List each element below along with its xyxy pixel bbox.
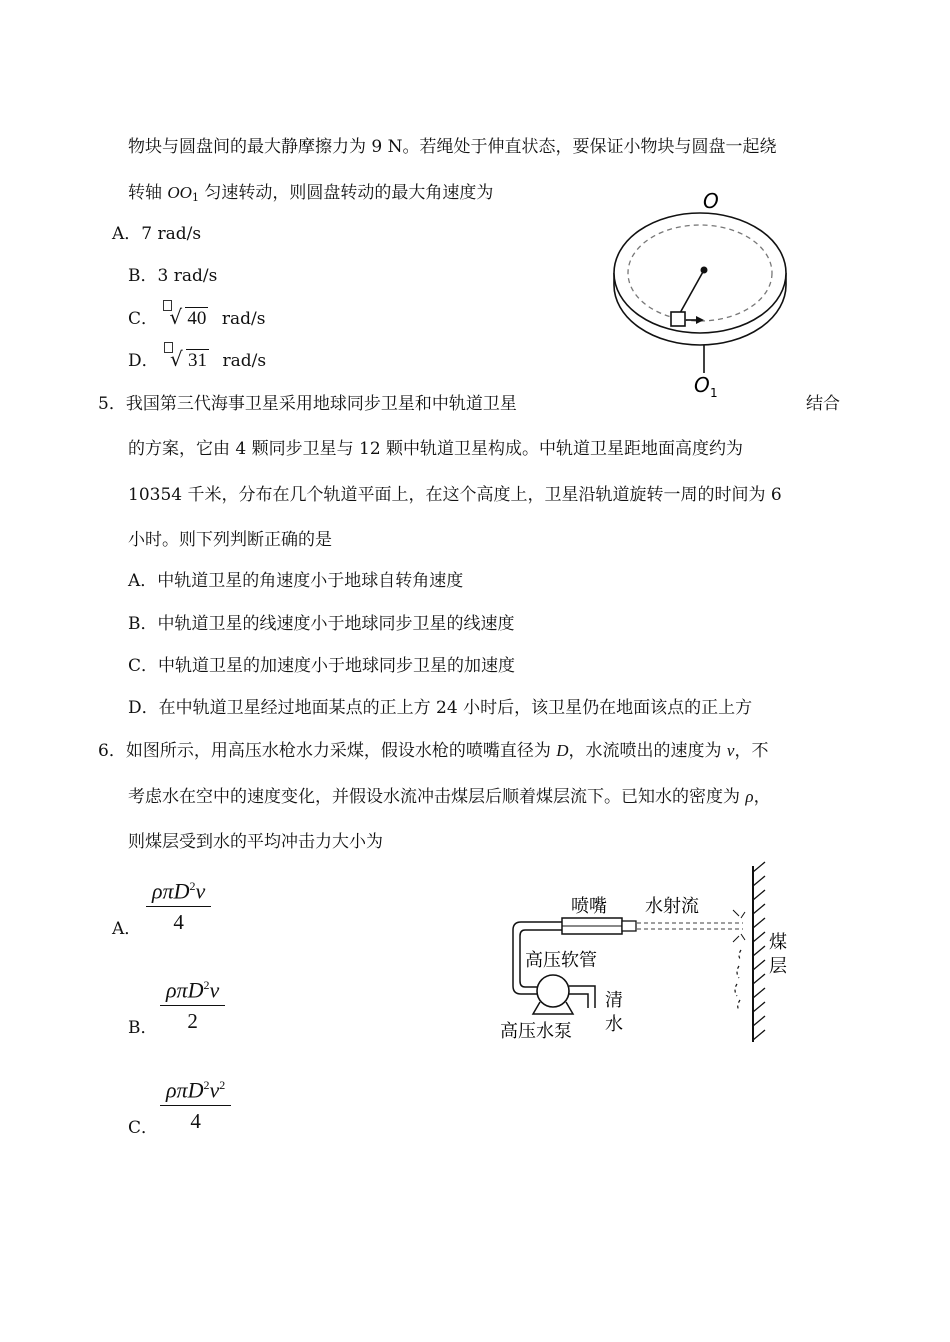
block-icon (671, 312, 685, 326)
q6-text-line-2 (128, 785, 771, 809)
q5-text-line-1-tail: 结合 (806, 394, 840, 414)
fig-label-water-1: 清 (605, 990, 623, 1011)
disk-top (614, 213, 786, 333)
q4-line2-pre: 转轴 (128, 183, 168, 203)
nozzle-tip (622, 921, 636, 931)
intake-pipe (569, 986, 595, 1008)
rotating-disk-figure (600, 185, 800, 405)
q4-option-c-radical (163, 307, 208, 331)
num-sup: 2 (189, 879, 196, 893)
num-tail-sup: 2 (219, 1078, 226, 1092)
fig-axis-top-label: O (703, 189, 719, 213)
q5-text-line-4: 小时。则下列判断正确的是 (128, 530, 332, 550)
q6-option-b-denominator: 2 (187, 1009, 198, 1034)
q4-text-line-2 (128, 181, 493, 210)
q4-option-c-unit: rad/s (221, 309, 266, 329)
q4-option-c-label: C． (128, 309, 159, 329)
fig-label-water-2: 水 (605, 1014, 623, 1035)
num-tail: v (209, 1077, 220, 1103)
fig-label-coal-2: 层 (769, 956, 787, 977)
q4-option-b: B．3 rad/s (128, 266, 218, 286)
q4-line2-post: 匀速转动，则圆盘转动的最大角速度为 (198, 183, 494, 203)
fig-label-coal-1: 煤 (769, 932, 787, 953)
q4-option-d-radical (164, 349, 209, 373)
num-main: ρπD (166, 1077, 204, 1103)
num-sup: 2 (203, 978, 210, 992)
q4-option-d (128, 349, 266, 373)
q6-line2-post: ， (753, 787, 771, 807)
num-tail: v (195, 878, 206, 904)
q6-option-a-denominator: 4 (173, 910, 184, 935)
fig-label-jet: 水射流 (645, 896, 699, 917)
q4-option-d-label: D． (128, 351, 159, 371)
q6-line1-pre: 6．如图所示，用高压水枪水力采煤，假设水枪的喷嘴直径为 (98, 741, 557, 761)
q6-option-c-denominator: 4 (190, 1109, 201, 1134)
q6-option-a-label: A． (112, 919, 142, 939)
q5-option-b: B．中轨道卫星的线速度小于地球同步卫星的线速度 (128, 614, 515, 634)
fig-axis-bottom-sub: 1 (710, 386, 718, 400)
fig-label-nozzle: 喷嘴 (571, 896, 607, 917)
fig-label-hose: 高压软管 (525, 950, 597, 971)
q5-option-a: A．中轨道卫星的角速度小于地球自转角速度 (128, 571, 464, 591)
q6-text-line-1 (98, 739, 768, 763)
fig-label-pump: 高压水泵 (500, 1021, 572, 1042)
num-main: ρπD (152, 878, 190, 904)
q6-symbol-v: v (726, 741, 735, 760)
q4-axis-subscript: 1 (191, 191, 199, 204)
q5-option-c: C．中轨道卫星的加速度小于地球同步卫星的加速度 (128, 656, 516, 676)
q6-text-line-3: 则煤层受到水的平均冲击力大小为 (128, 832, 383, 852)
q4-option-d-radicand: 31 (188, 350, 208, 371)
q6-option-c-numerator (160, 1070, 231, 1106)
num-sup: 2 (203, 1078, 210, 1092)
falling-water-drips (735, 950, 741, 1010)
coal-wall-hatch (753, 862, 765, 1040)
num-main: ρπD (166, 977, 204, 1003)
q5-text-line-3: 10354 千米，分布在几个轨道平面上，在这个高度上，卫星沿轨道旋转一周的时间为 6 (128, 485, 782, 505)
q6-option-a-fraction (146, 871, 211, 937)
fig-axis-bottom-label: O (694, 373, 710, 397)
q6-option-c-fraction (160, 1070, 231, 1136)
q6-option-a-numerator (146, 871, 211, 907)
q6-option-b-numerator (160, 970, 225, 1006)
num-tail: v (209, 977, 220, 1003)
q5-text-line-2: 的方案，它由 4 颗同步卫星与 12 颗中轨道卫星构成。中轨道卫星距地面高度约为 (128, 439, 744, 459)
q5-text-line-1: 5．我国第三代海事卫星采用地球同步卫星和中轨道卫星 (98, 394, 517, 414)
radical-sign-icon: √ (169, 305, 183, 329)
q5-option-d: D．在中轨道卫星经过地面某点的正上方 24 小时后，该卫星仍在地面该点的正上方 (128, 698, 753, 718)
pump-icon (537, 975, 569, 1007)
q6-option-b-label: B． (128, 1018, 158, 1038)
q6-line2-pre: 考虑水在空中的速度变化，并假设水流冲击煤层后顺着煤层流下。已知水的密度为 (128, 787, 746, 807)
q4-option-c (128, 307, 265, 331)
q4-text-line-1: 物块与圆盘间的最大静摩擦力为 9 N。若绳处于伸直状态，要保证小物块与圆盘一起绕 (128, 137, 777, 157)
q6-option-c-label: C． (128, 1118, 159, 1138)
q6-symbol-rho: ρ (745, 787, 754, 806)
q6-option-b-fraction (160, 970, 225, 1036)
q4-option-d-unit: rad/s (222, 351, 267, 371)
radical-sign-icon: √ (170, 347, 183, 371)
q4-axis-symbol: OO (167, 183, 192, 202)
splash-marks (733, 910, 745, 942)
water-jet-mining-figure (495, 860, 815, 1050)
q6-symbol-D: D (556, 741, 569, 760)
q4-option-a: A．7 rad/s (112, 224, 202, 244)
q6-line1-post: ，不 (734, 741, 769, 761)
disk-center-dot (701, 267, 708, 274)
q4-option-c-radicand: 40 (187, 308, 207, 329)
q6-line1-mid: ，水流喷出的速度为 (568, 741, 727, 761)
